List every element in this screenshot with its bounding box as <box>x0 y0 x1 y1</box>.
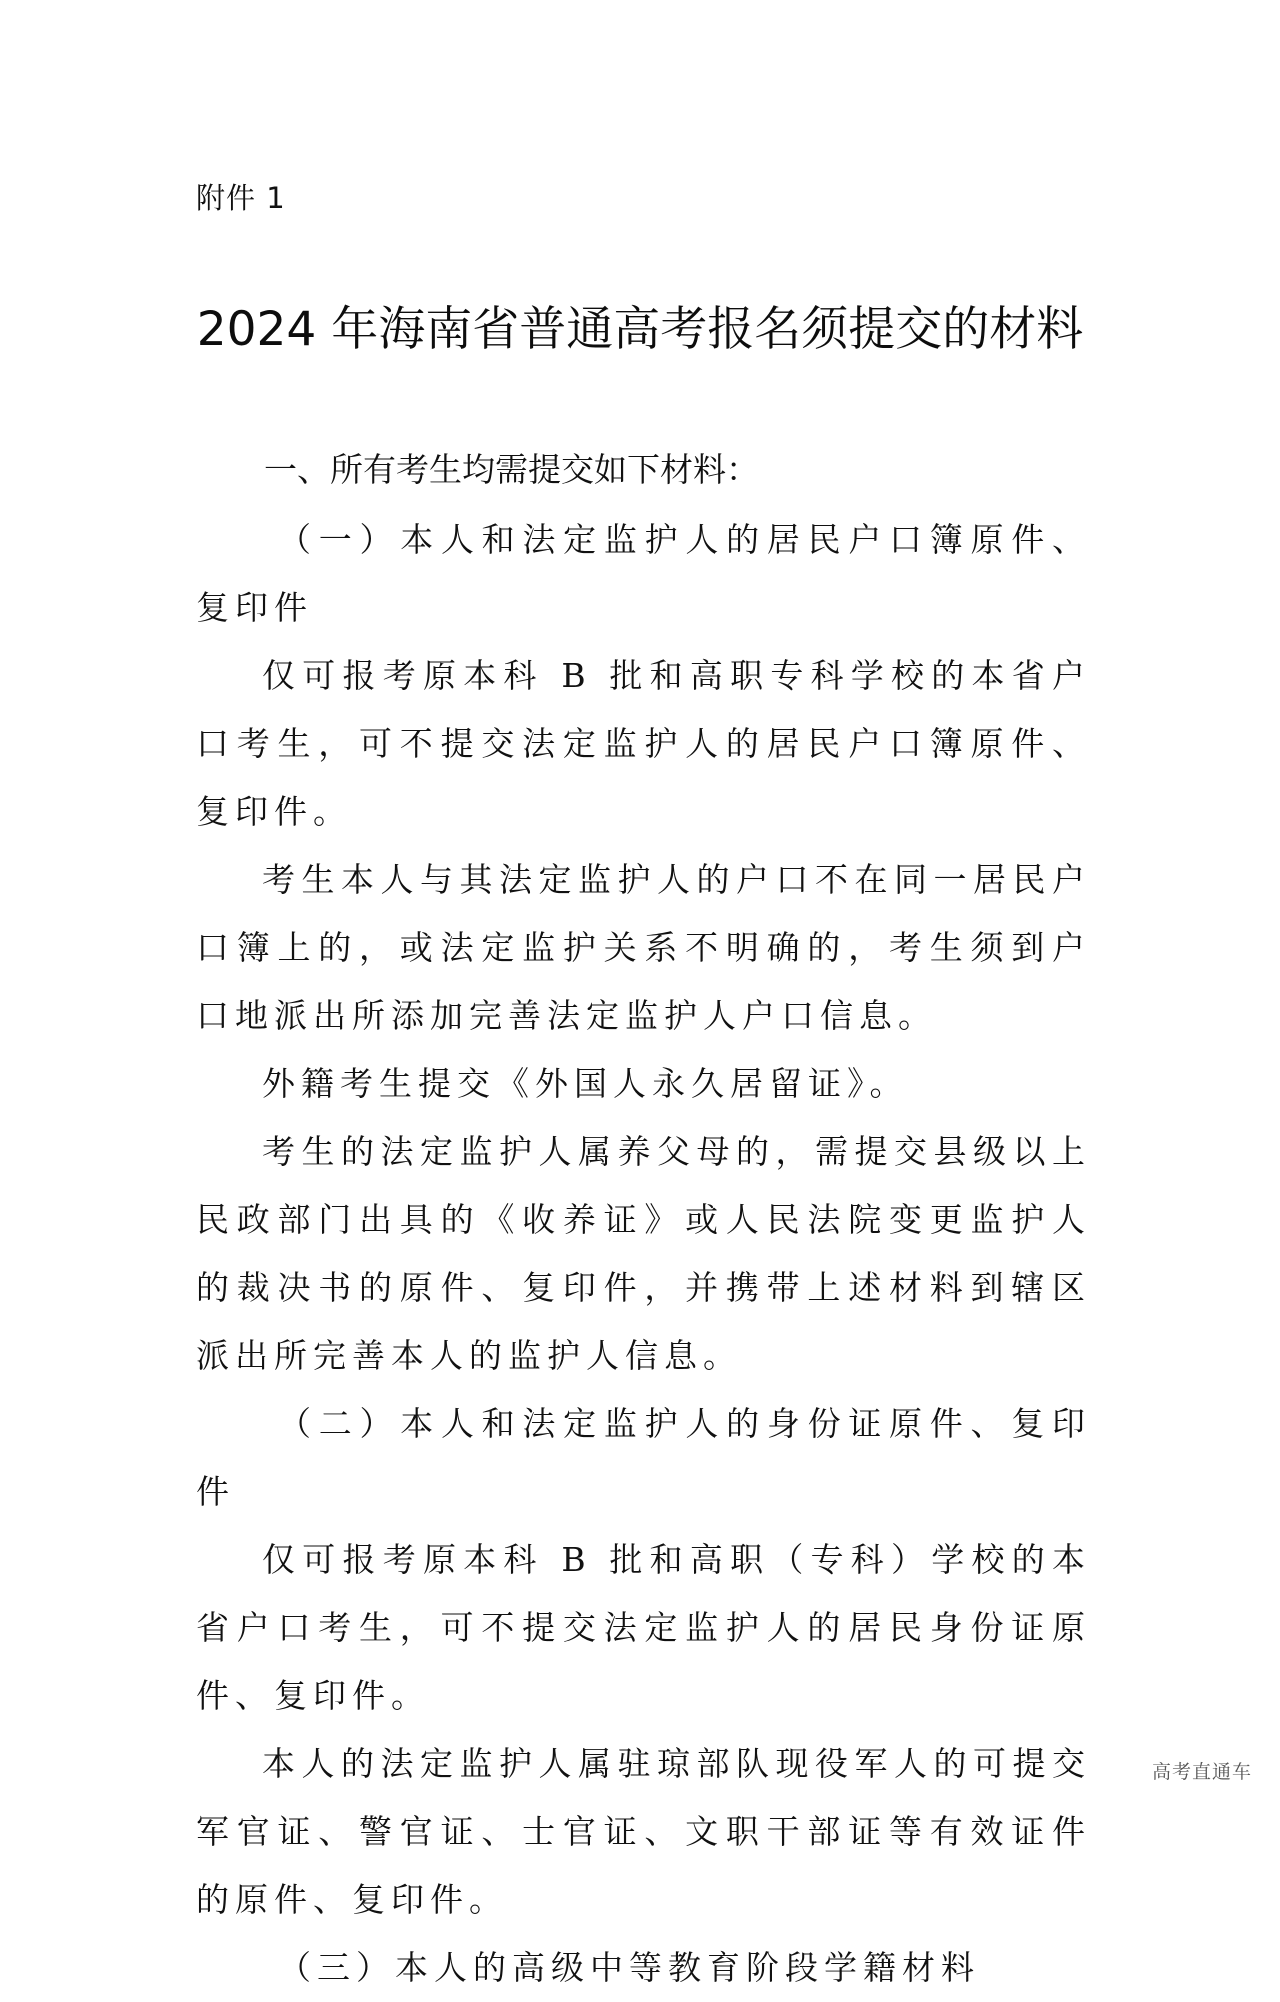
annex-label: 附件 1 <box>196 181 286 215</box>
paragraph: 考生的法定监护人属养父母的，需提交县级以上民政部门出具的《收养证》或人民法院变更监护人的裁决书的原件、复印件，并携带上述材料到辖区派出所完善本人的监护人信息。 <box>196 1132 1091 1375</box>
document-title: 2024 年海南省普通高考报名须提交的材料 <box>196 302 1084 357</box>
subsection-heading-2: （二）本人和法定监护人的身份证原件、复印件 <box>196 1404 1091 1511</box>
paragraph: 考生本人与其法定监护人的户口不在同一居民户口簿上的，或法定监护关系不明确的，考生须到户口地派出所添加完善法定监护人户口信息。 <box>196 860 1091 1035</box>
watermark: 高考直通车 <box>1151 1761 1252 1783</box>
subsection-heading-1: （一）本人和法定监护人的居民户口簿原件、复印件 <box>196 520 1091 627</box>
section-heading: 一、所有考生均需提交如下材料： <box>264 450 759 489</box>
subsection-heading-3: （三）本人的高级中等教育阶段学籍材料 <box>278 1948 980 1987</box>
paragraph: 本人的法定监护人属驻琼部队现役军人的可提交军官证、警官证、士官证、文职干部证等有效证件的原件、复印件。 <box>196 1744 1091 1919</box>
paragraph: 仅可报考原本科 B 批和高职专科学校的本省户口考生，可不提交法定监护人的居民户口簿原件、复印件。 <box>196 656 1091 831</box>
paragraph: 外籍考生提交《外国人永久居留证》。 <box>262 1064 909 1103</box>
paragraph: 仅可报考原本科 B 批和高职（专科）学校的本省户口考生，可不提交法定监护人的居民身份证原件、复印件。 <box>196 1540 1091 1715</box>
document-body <box>196 506 1091 2002</box>
